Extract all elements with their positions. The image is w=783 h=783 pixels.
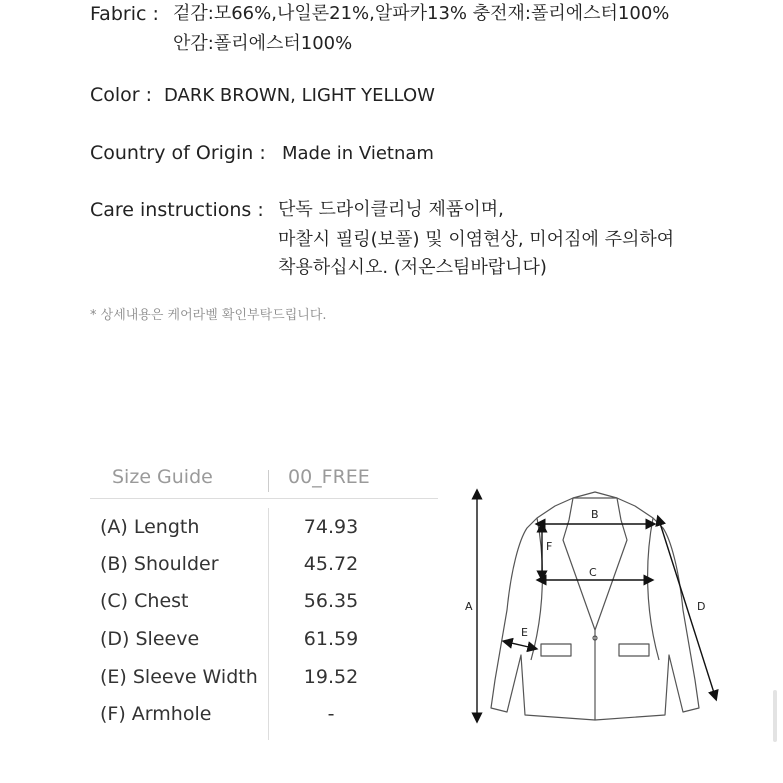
label-d: D — [697, 600, 706, 613]
scrollbar-thumb[interactable] — [773, 690, 777, 742]
header-divider — [90, 498, 438, 499]
sleeve-width-measure — [507, 642, 533, 648]
size-row-label: (E) Sleeve Width — [100, 666, 258, 688]
size-header: 00_FREE — [288, 466, 370, 488]
color-label: Color : — [90, 84, 153, 106]
size-row-value: - — [327, 703, 335, 725]
care-row — [90, 196, 675, 278]
care-line-1: 단독 드라이클리닝 제품이며, — [278, 199, 504, 220]
fabric-line-1: 겉감:모66%,나일론21%,알파카13% 충전재:폴리에스터100% — [173, 3, 670, 24]
care-label: Care instructions : — [90, 199, 264, 221]
color-value: DARK BROWN, LIGHT YELLOW — [164, 85, 435, 106]
jacket-outline — [491, 492, 699, 720]
origin-value: Made in Vietnam — [282, 143, 434, 164]
label-b: B — [591, 508, 599, 521]
label-e: E — [521, 626, 528, 639]
care-label-note: * 상세내용은 케어라벨 확인부탁드립니다. — [90, 308, 327, 323]
size-row-label: (D) Sleeve — [100, 628, 200, 650]
size-row-value: 19.52 — [303, 666, 359, 688]
size-row-label: (F) Armhole — [100, 703, 212, 725]
care-line-3: 착용하십시오. (저온스팀바랍니다) — [278, 257, 547, 278]
origin-label: Country of Origin : — [90, 142, 266, 164]
size-row-value: 45.72 — [303, 553, 359, 575]
color-row — [90, 81, 435, 109]
size-row-value: 56.35 — [303, 590, 359, 612]
care-line-2: 마찰시 필링(보풀) 및 이염현상, 미어짐에 주의하여 — [278, 229, 675, 250]
jacket-diagram — [455, 480, 735, 740]
fabric-label: Fabric : — [90, 3, 159, 25]
size-row-label: (B) Shoulder — [100, 553, 219, 575]
header-separator — [268, 470, 269, 492]
size-row-value: 61.59 — [303, 628, 359, 650]
fabric-line-2: 안감:폴리에스터100% — [173, 33, 353, 54]
label-a: A — [465, 600, 473, 613]
size-row-label: (C) Chest — [100, 590, 189, 612]
size-row-value: 74.93 — [303, 516, 359, 538]
fabric-row — [90, 0, 670, 54]
sleeve-measure — [659, 520, 715, 696]
label-c: C — [589, 566, 597, 579]
measurement-lines — [477, 494, 715, 718]
origin-row — [90, 139, 434, 167]
size-guide-header: Size Guide — [112, 466, 213, 488]
label-f: F — [546, 540, 553, 553]
size-row-label: (A) Length — [100, 516, 200, 538]
